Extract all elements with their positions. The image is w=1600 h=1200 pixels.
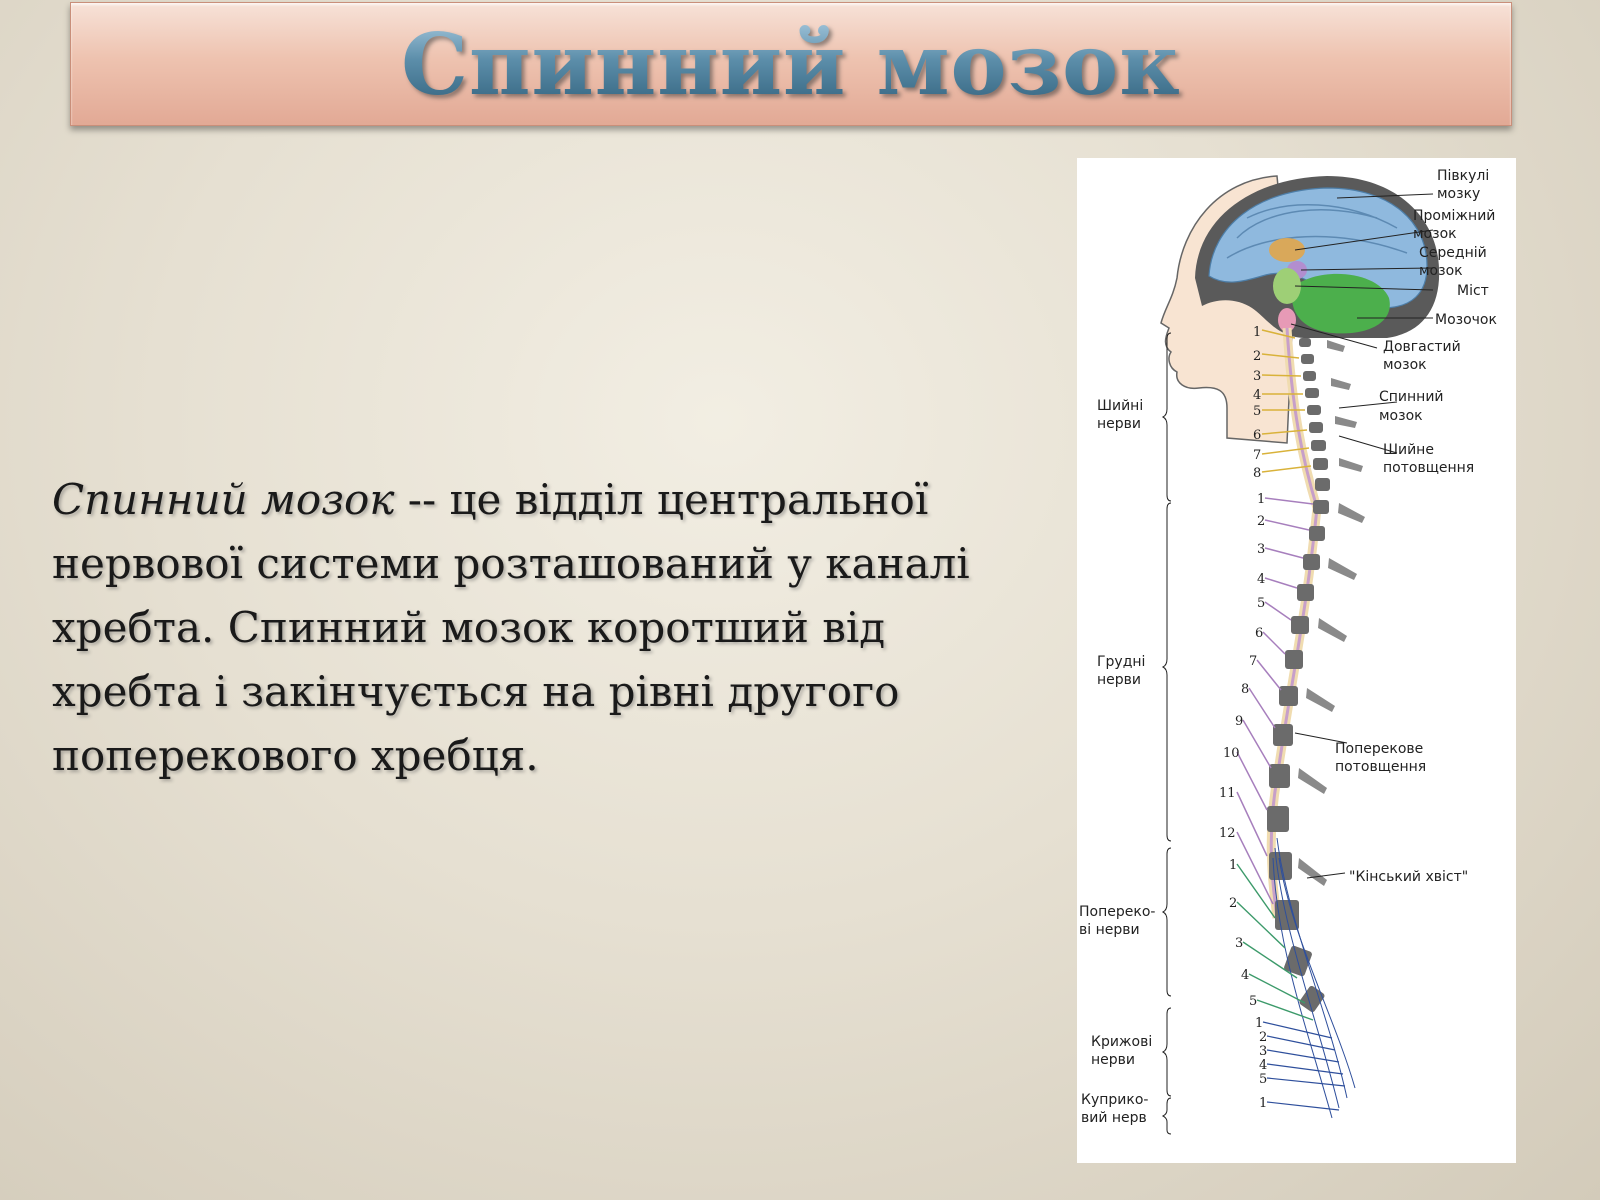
bracket-lumbar: [1163, 848, 1171, 996]
num-t3: 3: [1257, 542, 1266, 557]
num-t6: 6: [1255, 626, 1264, 641]
num-t8: 8: [1241, 682, 1250, 697]
num-s3: 3: [1259, 1044, 1268, 1059]
label-spinal-cord-1: Спинний: [1379, 389, 1444, 405]
slide-body-text: [52, 468, 1042, 788]
num-t11: 11: [1219, 786, 1236, 801]
label-cervical-nerves-1: Шийні: [1097, 398, 1144, 414]
label-cerebellum: Мозочок: [1435, 312, 1497, 328]
bracket-sacral: [1163, 1008, 1171, 1096]
bracket-thoracic: [1163, 503, 1171, 841]
label-lumbar-enlargement-2: потовщення: [1335, 759, 1427, 775]
title-bar: [70, 2, 1512, 126]
spinal-cord-figure: [1077, 158, 1516, 1163]
num-c2: 2: [1253, 349, 1262, 364]
num-c6: 6: [1253, 428, 1262, 443]
label-midbrain-2: мозок: [1419, 263, 1463, 279]
anatomy-diagram: [1077, 158, 1516, 1163]
num-c8: 8: [1253, 466, 1262, 481]
num-t4: 4: [1257, 572, 1266, 587]
label-coccygeal-nerve-2: вий нерв: [1081, 1110, 1147, 1126]
label-thoracic-nerves-2: нерви: [1097, 672, 1142, 688]
label-cauda-equina: "Кінський хвіст": [1349, 869, 1469, 885]
label-lumbar-enlargement-1: Поперекове: [1335, 741, 1424, 757]
label-sacral-nerves-2: нерви: [1091, 1052, 1136, 1068]
num-t5: 5: [1257, 596, 1266, 611]
num-t9: 9: [1235, 714, 1244, 729]
label-coccygeal-nerve-1: Куприко-: [1081, 1092, 1149, 1108]
num-l4: 4: [1241, 968, 1250, 983]
num-c4: 4: [1253, 388, 1262, 403]
num-l2: 2: [1229, 896, 1238, 911]
num-l1: 1: [1229, 858, 1238, 873]
label-diencephalon-2: мозок: [1413, 226, 1457, 242]
num-t7: 7: [1249, 654, 1258, 669]
label-hemispheres-2: мозку: [1437, 186, 1481, 202]
label-cervical-enlargement-1: Шийне: [1383, 442, 1434, 458]
label-cervical-enlargement-2: потовщення: [1383, 460, 1475, 476]
num-s2: 2: [1259, 1030, 1268, 1045]
num-s4: 4: [1259, 1058, 1268, 1073]
definition-text: -- це відділ центральної нервової системи розташований у каналі хребта. Спинний мозок коротший від хребта і закінчується на рівні другого поперекового хребця.: [52, 475, 970, 780]
label-sacral-nerves-1: Крижові: [1091, 1034, 1153, 1050]
diencephalon: [1269, 238, 1305, 262]
num-c5: 5: [1253, 404, 1262, 419]
label-midbrain-1: Середній: [1419, 245, 1487, 261]
label-hemispheres-1: Півкулі: [1437, 168, 1490, 184]
label-diencephalon-1: Проміжний: [1413, 208, 1496, 224]
num-s5: 5: [1259, 1072, 1268, 1087]
label-thoracic-nerves-1: Грудні: [1097, 654, 1146, 670]
num-s1: 1: [1255, 1016, 1264, 1031]
num-c3: 3: [1253, 369, 1262, 384]
label-pons: Міст: [1457, 283, 1489, 299]
num-t12: 12: [1219, 826, 1236, 841]
num-t10: 10: [1223, 746, 1240, 761]
label-medulla-2: мозок: [1383, 357, 1427, 373]
bracket-coccygeal: [1163, 1098, 1171, 1134]
label-cervical-nerves-2: нерви: [1097, 416, 1142, 432]
slide-title: Спинний мозок: [401, 14, 1181, 114]
num-c1: 1: [1253, 325, 1262, 340]
label-spinal-cord-2: мозок: [1379, 408, 1423, 424]
label-medulla-1: Довгастий: [1383, 339, 1461, 355]
num-c7: 7: [1253, 448, 1262, 463]
num-l5: 5: [1249, 994, 1258, 1009]
num-co1: 1: [1259, 1096, 1268, 1111]
num-t1: 1: [1257, 492, 1266, 507]
num-t2: 2: [1257, 514, 1266, 529]
term-italic: Спинний мозок: [52, 475, 395, 524]
label-lumbar-nerves-2: ві нерви: [1079, 922, 1140, 938]
num-l3: 3: [1235, 936, 1244, 951]
label-lumbar-nerves-1: Попереко-: [1079, 904, 1156, 920]
